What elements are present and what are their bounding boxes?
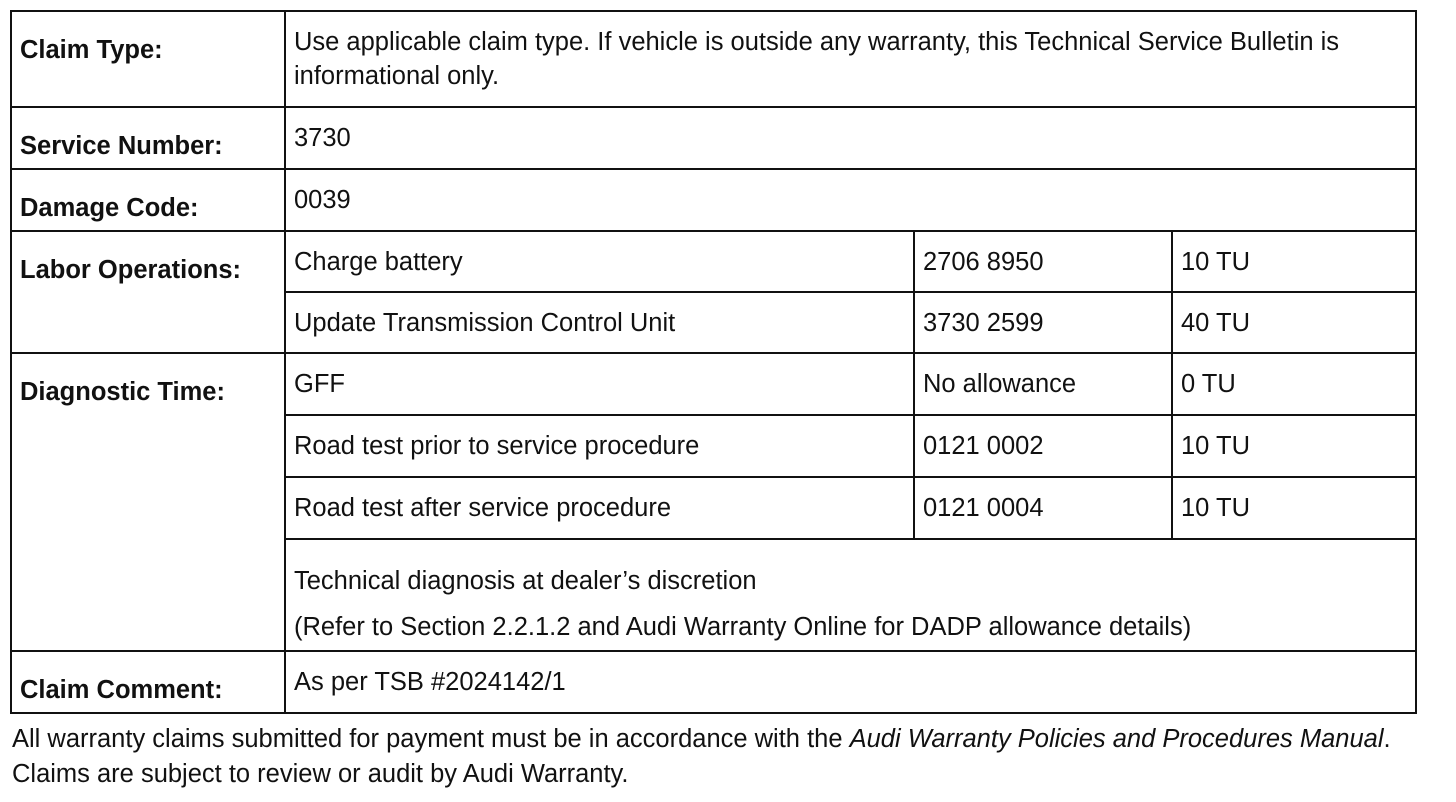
diagnostic-description: Road test after service procedure — [285, 477, 914, 539]
claim-comment-value: As per TSB #2024142/1 — [285, 651, 1416, 713]
diagnostic-time: 10 TU — [1172, 415, 1416, 477]
labor-operations-label: Labor Operations: — [11, 231, 285, 353]
footer-text-before: All warranty claims submitted for payment must be in accordance with the — [12, 725, 850, 753]
labor-op-description: Update Transmission Control Unit — [285, 292, 914, 353]
diagnostic-code: 0121 0004 — [914, 477, 1172, 539]
diagnostic-time: 0 TU — [1172, 353, 1416, 415]
claim-comment-row — [11, 651, 1416, 713]
labor-op-time: 40 TU — [1172, 292, 1416, 353]
claim-type-value: Use applicable claim type. If vehicle is outside any warranty, this Technical Service Bulletin is informational only. — [285, 11, 1416, 107]
labor-op-code: 2706 8950 — [914, 231, 1172, 292]
diagnostic-code: No allowance — [914, 353, 1172, 415]
service-number-row — [11, 107, 1416, 169]
service-number-label: Service Number: — [11, 107, 285, 169]
labor-op-code: 3730 2599 — [914, 292, 1172, 353]
diagnostic-description: Road test prior to service procedure — [285, 415, 914, 477]
diagnostic-description: GFF — [285, 353, 914, 415]
damage-code-row — [11, 169, 1416, 231]
diagnostic-time: 10 TU — [1172, 477, 1416, 539]
footer-text-after: . Claims are subject to review or audit by Audi Warranty. — [12, 725, 1391, 788]
diagnostic-row — [11, 353, 1416, 415]
diagnostic-time-label: Diagnostic Time: — [11, 353, 285, 651]
damage-code-value: 0039 — [285, 169, 1416, 231]
claim-comment-label: Claim Comment: — [11, 651, 285, 713]
warranty-claim-table — [10, 10, 1417, 714]
claim-type-row — [11, 11, 1416, 107]
damage-code-label: Damage Code: — [11, 169, 285, 231]
claim-type-label: Claim Type: — [11, 11, 285, 107]
manual-title: Audi Warranty Policies and Procedures Manual — [849, 725, 1384, 753]
diagnostic-note-line: Technical diagnosis at dealer’s discretion — [294, 567, 757, 595]
service-number-value: 3730 — [285, 107, 1416, 169]
labor-operation-row — [11, 231, 1416, 292]
diagnostic-note-line: (Refer to Section 2.2.1.2 and Audi Warranty Online for DADP allowance details) — [294, 613, 1192, 641]
diagnostic-code: 0121 0002 — [914, 415, 1172, 477]
labor-op-time: 10 TU — [1172, 231, 1416, 292]
warranty-footer-note — [12, 722, 1422, 792]
labor-op-description: Charge battery — [285, 231, 914, 292]
diagnostic-note — [285, 539, 1416, 651]
